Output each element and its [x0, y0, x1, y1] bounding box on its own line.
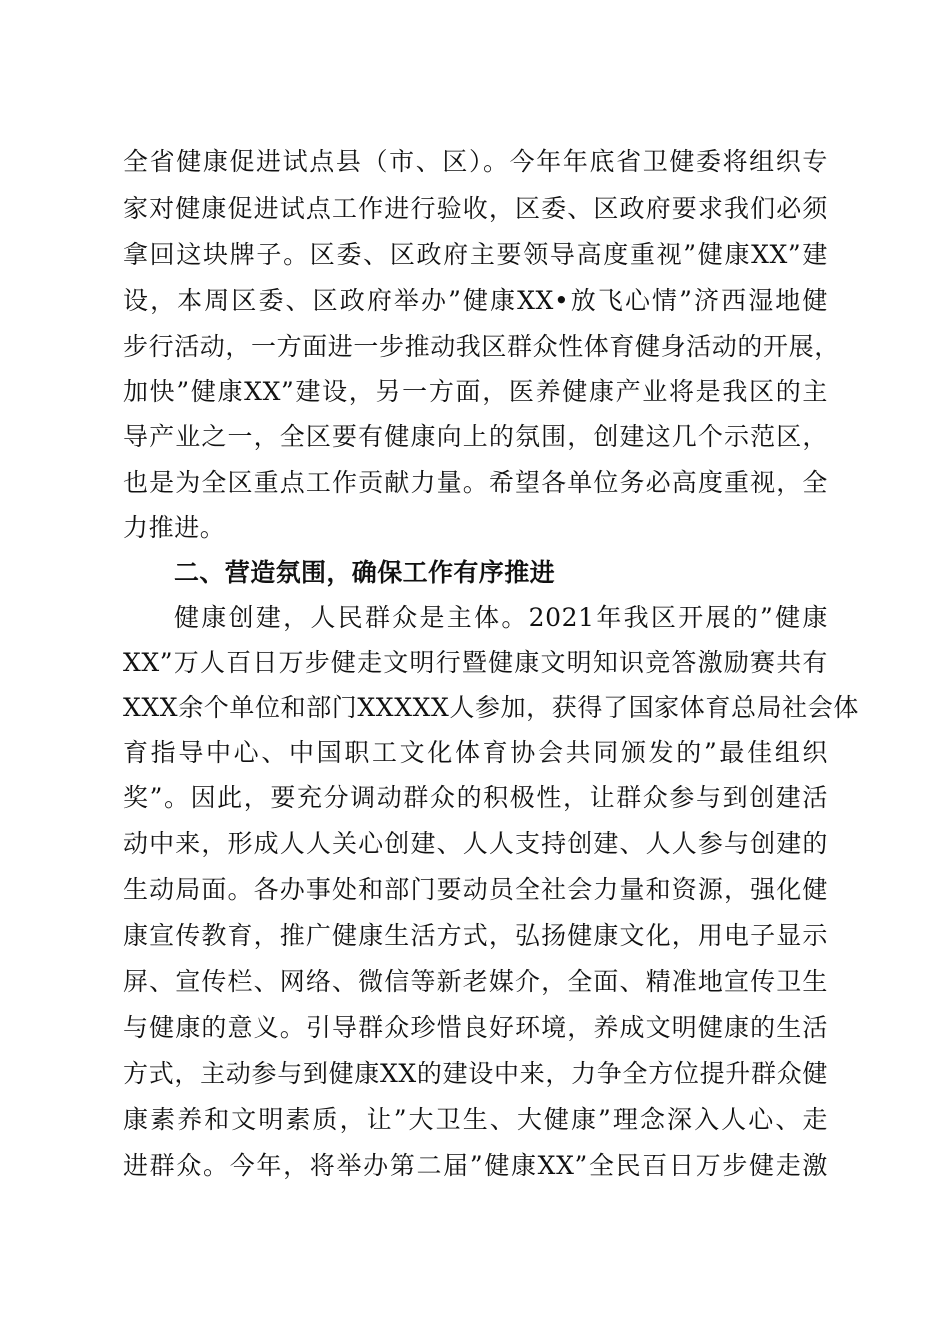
- paragraph-line: 也是为全区重点工作贡献力量。希望各单位务必高度重视，全: [123, 468, 828, 497]
- paragraph-line: 进群众。今年，将举办第二届”健康XX”全民百日万步健走激: [123, 1151, 828, 1180]
- paragraph-line: 健康创建，人民群众是主体。2021年我区开展的”健康: [174, 603, 828, 632]
- paragraph-line: 奖”。因此，要充分调动群众的积极性，让群众参与到创建活: [123, 783, 828, 812]
- paragraph-line: 设，本周区委、区政府举办”健康XX•放飞心情”济西湿地健: [123, 286, 828, 315]
- paragraph-line: 康素养和文明素质，让”大卫生、大健康”理念深入人心、走: [123, 1105, 828, 1134]
- paragraph-line: XX”万人百日万步健走文明行暨健康文明知识竞答激励赛共有: [123, 648, 828, 677]
- paragraph-line: 家对健康促进试点工作进行验收，区委、区政府要求我们必须: [123, 194, 828, 223]
- paragraph-line: 屏、宣传栏、网络、微信等新老媒介，全面、精准地宣传卫生: [123, 967, 828, 996]
- paragraph-line: 加快”健康XX”建设，另一方面，医养健康产业将是我区的主: [123, 377, 828, 406]
- paragraph-line: 拿回这块牌子。区委、区政府主要领导高度重视”健康XX”建: [123, 240, 828, 269]
- paragraph-line: 步行活动，一方面进一步推动我区群众性体育健身活动的开展，: [123, 332, 840, 361]
- paragraph-line: 导产业之一，全区要有健康向上的氛围，创建这几个示范区，: [123, 422, 828, 451]
- section-heading: 二、营造氛围，确保工作有序推进: [174, 558, 556, 587]
- paragraph-line: 力推进。: [123, 513, 226, 542]
- paragraph-line: 全省健康促进试点县（市、区）。今年年底省卫健委将组织专: [123, 147, 828, 176]
- paragraph-line: XXX余个单位和部门XXXXX人参加，获得了国家体育总局社会体: [123, 693, 859, 722]
- paragraph-line: 与健康的意义。引导群众珍惜良好环境，养成文明健康的生活: [123, 1013, 828, 1042]
- paragraph-line: 生动局面。各办事处和部门要动员全社会力量和资源，强化健: [123, 875, 828, 904]
- paragraph-line: 动中来，形成人人关心创建、人人支持创建、人人参与创建的: [123, 829, 828, 858]
- paragraph-line: 康宣传教育，推广健康生活方式，弘扬健康文化，用电子显示: [123, 921, 828, 950]
- paragraph-line: 方式，主动参与到健康XX的建设中来，力争全方位提升群众健: [123, 1059, 828, 1088]
- paragraph-line: 育指导中心、中国职工文化体育协会共同颁发的”最佳组织: [123, 738, 828, 767]
